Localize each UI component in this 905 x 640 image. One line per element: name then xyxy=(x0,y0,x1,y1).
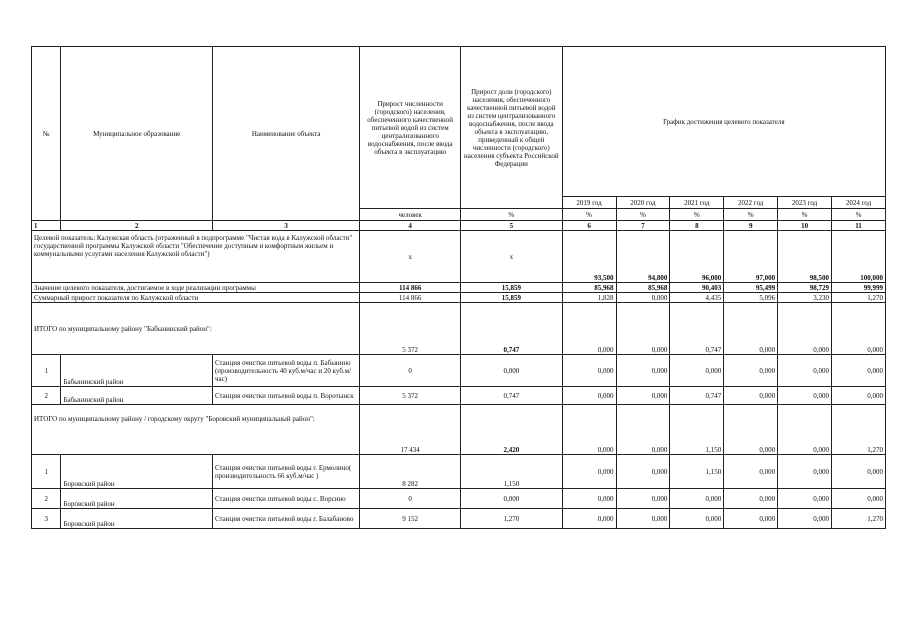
col-num: 3 xyxy=(212,221,359,231)
row-no: 3 xyxy=(32,509,61,529)
total-label: Суммарный прирост показателя по Калужской области xyxy=(32,293,360,303)
header-row xyxy=(32,47,886,197)
row-municipality: Боровский район xyxy=(61,509,212,529)
total-2024: 1,270 xyxy=(832,293,886,303)
col-num: 9 xyxy=(724,221,778,231)
target-label: Целевой показатель: Калужская область (отраженный в подпрограмме "Чистая вода в Калужской области" государственной программы Калужской области "Обеспечение доступным и комфортным жильем и коммунальными услугами населения Калужской области") xyxy=(32,231,360,283)
row-2020: 0,000 xyxy=(616,509,670,529)
table-row xyxy=(32,455,886,489)
borovsk-total-c5: 2,420 xyxy=(460,405,562,455)
achieved-row xyxy=(32,283,886,293)
row-c5: 1,150 xyxy=(460,455,562,489)
row-2022: 0,000 xyxy=(724,355,778,387)
total-2022: 5,096 xyxy=(724,293,778,303)
row-2019: 0,000 xyxy=(562,455,616,489)
target-c5: x xyxy=(460,231,562,283)
babynino-total-c4: 5 372 xyxy=(360,303,461,355)
col-num: 7 xyxy=(616,221,670,231)
row-municipality: Боровский район xyxy=(61,455,212,489)
row-c5: 0,747 xyxy=(460,387,562,405)
row-2019: 0,000 xyxy=(562,387,616,405)
babynino-total-2022: 0,000 xyxy=(724,303,778,355)
unit-percent: % xyxy=(460,209,562,221)
year-2024: 2024 год xyxy=(832,197,886,209)
achieved-2019: 85,968 xyxy=(562,283,616,293)
col-num: 8 xyxy=(670,221,724,231)
row-2021: 0,000 xyxy=(670,355,724,387)
row-municipality: Бабынинский район xyxy=(61,355,212,387)
table-row xyxy=(32,489,886,509)
babynino-total-2020: 0,000 xyxy=(616,303,670,355)
row-2021: 0,000 xyxy=(670,489,724,509)
unit-percent: % xyxy=(778,209,832,221)
row-c4: 9 152 xyxy=(360,509,461,529)
col-num: 6 xyxy=(562,221,616,231)
header-share-growth: Прирост доли (городского) населения, обеспеченного качественной питьевой водой из систем централизованного водоснабжения, после ввода объекта в эксплуатацию, приведенный к общей численности (городского) населения субъекта Российской Федерации xyxy=(460,47,562,209)
row-2020: 0,000 xyxy=(616,489,670,509)
row-2021: 1,150 xyxy=(670,455,724,489)
total-2019: 1,828 xyxy=(562,293,616,303)
borovsk-total-2021: 1,150 xyxy=(670,405,724,455)
target-c4: x xyxy=(360,231,461,283)
achieved-c4: 114 866 xyxy=(360,283,461,293)
row-2023: 0,000 xyxy=(778,387,832,405)
header-object: Наименование объекта xyxy=(212,47,359,221)
row-2022: 0,000 xyxy=(724,489,778,509)
column-numbers-row xyxy=(32,221,886,231)
header-schedule: График достижения целевого показателя xyxy=(562,47,885,197)
borovsk-total-2020: 0,000 xyxy=(616,405,670,455)
table-row xyxy=(32,509,886,529)
row-2024: 1,270 xyxy=(832,509,886,529)
total-row xyxy=(32,293,886,303)
row-no: 2 xyxy=(32,489,61,509)
row-2022: 0,000 xyxy=(724,387,778,405)
col-num: 2 xyxy=(61,221,212,231)
target-2023: 98,500 xyxy=(778,231,832,283)
achieved-2022: 95,499 xyxy=(724,283,778,293)
col-num: 11 xyxy=(832,221,886,231)
row-2024: 0,000 xyxy=(832,455,886,489)
row-no: 1 xyxy=(32,455,61,489)
target-2024: 100,000 xyxy=(832,231,886,283)
year-2020: 2020 год xyxy=(616,197,670,209)
achieved-2020: 85,968 xyxy=(616,283,670,293)
row-no: 2 xyxy=(32,387,61,405)
header-population-growth: Прирост численности (городского) населения, обеспеченного качественной питьевой водой из систем централизованного водоснабжения, после ввода объекта в эксплуатацию xyxy=(360,47,461,209)
babynino-total-2024: 0,000 xyxy=(832,303,886,355)
row-object: Станция очистки питьевой воды с. Ворсино xyxy=(212,489,359,509)
total-2021: 4,435 xyxy=(670,293,724,303)
unit-people: человек xyxy=(360,209,461,221)
babynino-total-2021: 0,747 xyxy=(670,303,724,355)
borovsk-total-c4: 17 434 xyxy=(360,405,461,455)
table-row xyxy=(32,387,886,405)
row-2021: 0,000 xyxy=(670,509,724,529)
row-2020: 0,000 xyxy=(616,455,670,489)
col-num: 1 xyxy=(32,221,61,231)
achieved-2021: 90,403 xyxy=(670,283,724,293)
row-2019: 0,000 xyxy=(562,509,616,529)
row-2023: 0,000 xyxy=(778,455,832,489)
year-2022: 2022 год xyxy=(724,197,778,209)
row-c4: 0 xyxy=(360,489,461,509)
row-object: Станция очистки питьевой воды г. Балабаново xyxy=(212,509,359,529)
row-object: Станция очистки питьевой воды г. Ермолино( производительность 66 куб.м/час ) xyxy=(212,455,359,489)
babynino-total-2019: 0,000 xyxy=(562,303,616,355)
babynino-total-label: ИТОГО по муниципальному району "Бабынинский район": xyxy=(32,303,360,355)
row-c5: 0,000 xyxy=(460,355,562,387)
row-2021: 0,747 xyxy=(670,387,724,405)
total-2020: 0,000 xyxy=(616,293,670,303)
col-num: 4 xyxy=(360,221,461,231)
unit-percent: % xyxy=(832,209,886,221)
borovsk-total-label: ИТОГО по муниципальному району / городскому округу "Боровский муниципальный район": xyxy=(32,405,360,455)
table-row xyxy=(32,355,886,387)
year-2019: 2019 год xyxy=(562,197,616,209)
babynino-total-2023: 0,000 xyxy=(778,303,832,355)
unit-percent: % xyxy=(724,209,778,221)
row-2019: 0,000 xyxy=(562,355,616,387)
year-2021: 2021 год xyxy=(670,197,724,209)
col-num: 10 xyxy=(778,221,832,231)
row-2023: 0,000 xyxy=(778,489,832,509)
babynino-total-c5: 0,747 xyxy=(460,303,562,355)
target-row xyxy=(32,231,886,283)
header-no: № xyxy=(32,47,61,221)
total-c5: 15,859 xyxy=(460,293,562,303)
indicator-table xyxy=(31,46,886,529)
achieved-label: Значение целевого показателя, достигаемое в ходе реализации программы xyxy=(32,283,360,293)
achieved-2023: 98,729 xyxy=(778,283,832,293)
row-municipality: Боровский район xyxy=(61,489,212,509)
row-c4: 8 282 xyxy=(360,455,461,489)
borovsk-total-2023: 0,000 xyxy=(778,405,832,455)
total-2023: 3,230 xyxy=(778,293,832,303)
row-no: 1 xyxy=(32,355,61,387)
row-object: Станция очистки питьевой воды п. Бабынино (производительность 40 куб.м/час и 20 куб.м/час) xyxy=(212,355,359,387)
achieved-2024: 99,999 xyxy=(832,283,886,293)
row-c5: 1,270 xyxy=(460,509,562,529)
unit-percent: % xyxy=(670,209,724,221)
row-2022: 0,000 xyxy=(724,509,778,529)
borovsk-total-row xyxy=(32,405,886,455)
row-2020: 0,000 xyxy=(616,355,670,387)
row-2024: 0,000 xyxy=(832,489,886,509)
row-2023: 0,000 xyxy=(778,355,832,387)
achieved-c5: 15,859 xyxy=(460,283,562,293)
borovsk-total-2024: 1,270 xyxy=(832,405,886,455)
col-num: 5 xyxy=(460,221,562,231)
row-c4: 5 372 xyxy=(360,387,461,405)
target-2021: 96,000 xyxy=(670,231,724,283)
row-2019: 0,000 xyxy=(562,489,616,509)
row-2020: 0,000 xyxy=(616,387,670,405)
header-municipality: Муниципальное образование xyxy=(61,47,212,221)
row-2024: 0,000 xyxy=(832,387,886,405)
unit-percent: % xyxy=(562,209,616,221)
row-c4: 0 xyxy=(360,355,461,387)
year-2023: 2023 год xyxy=(778,197,832,209)
total-c4: 114 866 xyxy=(360,293,461,303)
row-2024: 0,000 xyxy=(832,355,886,387)
row-2023: 0,000 xyxy=(778,509,832,529)
row-municipality: Бабынинский район xyxy=(61,387,212,405)
target-2019: 93,500 xyxy=(562,231,616,283)
target-2020: 94,800 xyxy=(616,231,670,283)
unit-percent: % xyxy=(616,209,670,221)
borovsk-total-2022: 0,000 xyxy=(724,405,778,455)
row-2022: 0,000 xyxy=(724,455,778,489)
row-object: Станция очистки питьевой воды п. Воротынск xyxy=(212,387,359,405)
babynino-total-row xyxy=(32,303,886,355)
borovsk-total-2019: 0,000 xyxy=(562,405,616,455)
row-c5: 0,000 xyxy=(460,489,562,509)
target-2022: 97,000 xyxy=(724,231,778,283)
